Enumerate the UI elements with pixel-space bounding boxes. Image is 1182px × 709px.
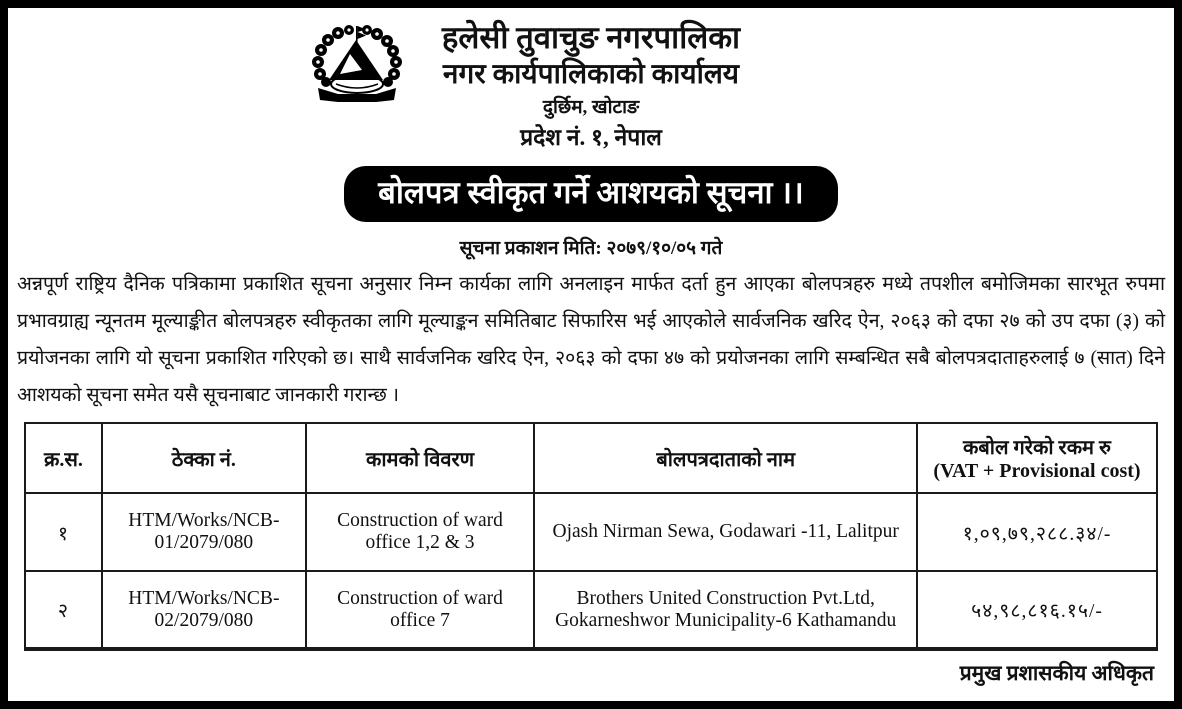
amount-header-nepali: कबोल गरेको रकम रु xyxy=(963,437,1111,459)
bidder-name: Ojash Nirman Sewa, Godawari -11, Lalitpur xyxy=(534,493,917,571)
bidder-name: Brothers United Construction Pvt.Ltd, Gokarneshwor Municipality-6 Kathamandu xyxy=(534,571,917,649)
address-line: दुर्छिम, खोटाङ xyxy=(542,97,640,118)
serial-number: २ xyxy=(25,571,102,649)
notice-title-banner: बोलपत्र स्वीकृत गर्ने आशयको सूचना ।। xyxy=(344,166,838,222)
ribbon xyxy=(318,88,396,102)
col-header-contract-no: ठेक्का नं. xyxy=(102,423,306,493)
signatory-title: प्रमुख प्रशासकीय अधिकृत xyxy=(959,661,1154,685)
amount-header-english: (VAT + Provisional cost) xyxy=(933,460,1141,482)
letterhead xyxy=(8,8,1174,154)
contract-number: HTM/Works/NCB-02/2079/080 xyxy=(102,571,306,649)
province-line: प्रदेश नं. १, नेपाल xyxy=(520,125,662,150)
bid-summary-table xyxy=(24,422,1158,651)
publication-date: सूचना प्रकाशन मिति: २०७९/१०/०५ गते xyxy=(459,238,723,259)
quoted-amount: ५४,९८,८१६.१५/- xyxy=(917,571,1157,649)
work-description: Construction of ward office 1,2 & 3 xyxy=(306,493,535,571)
col-header-work-description: कामको विवरण xyxy=(306,423,535,493)
col-header-serial: क्र.स. xyxy=(25,423,102,493)
municipality-name: हलेसी तुवाचुङ नगरपालिका xyxy=(441,20,741,55)
work-description: Construction of ward office 7 xyxy=(306,571,535,649)
table-header-row xyxy=(25,423,1157,493)
municipality-emblem-logo xyxy=(304,22,408,114)
contract-number: HTM/Works/NCB-01/2079/080 xyxy=(102,493,306,571)
col-header-quoted-amount xyxy=(917,423,1157,493)
serial-number: १ xyxy=(25,493,102,571)
notice-banner-wrap xyxy=(8,166,1174,222)
mountain xyxy=(329,40,383,80)
notice-paragraph: अन्नपूर्ण राष्ट्रिय दैनिक पत्रिकामा प्रकाशित सूचना अनुसार निम्न कार्यका लागि अनलाइन मार्फत दर्ता हुन आएका बोलपत्रहरु मध्ये तपशील बमोजिमका सारभूत रुपमा प्रभावग्राह्य न्यूनतम मूल्याङ्कीत बोलपत्रहरु स्वीकृतका लागि मूल्याङ्कन समितिबाट सिफारिस भई आएकोले सार्वजनिक खरिद ऐन, २०६३ को दफा २७ को उप दफा (३) को प्रयोजनका लागि यो सूचना प्रकाशित गरिएको छ। साथै सार्वजनिक खरिद ऐन, २०६३ को दफा ४७ को प्रयोजनका लागि सम्बन्धित सबै बोलपत्रदाताहरुलाई ७ (सात) दिने आशयको सूचना समेत यसै सूचनाबाट जानकारी गरान्छ । xyxy=(17,274,1165,406)
office-name: नगर कार्यपालिकाको कार्यालय xyxy=(442,59,740,90)
col-header-bidder-name: बोलपत्रदाताको नाम xyxy=(534,423,917,493)
quoted-amount: १,०९,७९,२८८.३४/- xyxy=(917,493,1157,571)
table-row xyxy=(25,493,1157,571)
table-row xyxy=(25,571,1157,649)
